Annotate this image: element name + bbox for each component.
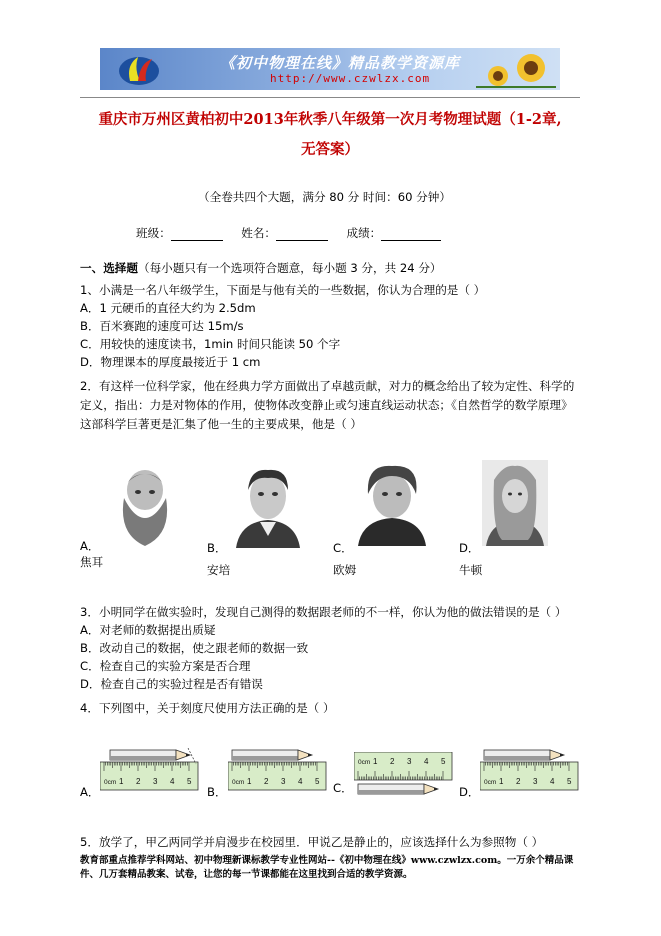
portrait-newton bbox=[482, 460, 548, 546]
ruler-label: 5 bbox=[187, 777, 192, 786]
portrait-ohm bbox=[354, 460, 430, 546]
q2-option-c-name: 欧姆 bbox=[333, 563, 357, 577]
ruler-label: 5 bbox=[441, 757, 446, 766]
ruler-figure-c bbox=[354, 752, 454, 798]
q3-option-d: D．检查自己的实验过程是否有错误 bbox=[80, 677, 263, 691]
class-label: 班级： bbox=[136, 226, 171, 240]
q1-option-c: C．用较快的速度读书，1min 时间只能读 50 个字 bbox=[80, 337, 341, 351]
site-logo-icon bbox=[116, 51, 162, 87]
ruler-label: 4 bbox=[170, 777, 175, 786]
q2-option-b-name: 安培 bbox=[207, 563, 231, 577]
banner-title: 《初中物理在线》精品教学资源库 bbox=[220, 54, 461, 72]
q3-option-a: A．对老师的数据提出质疑 bbox=[80, 623, 216, 637]
ruler-label: 4 bbox=[298, 777, 303, 786]
sight-line bbox=[188, 748, 196, 764]
page-title-line1: 重庆市万州区黄柏初中2013年秋季八年级第一次月考物理试题（1-2章, bbox=[98, 111, 562, 128]
q4-option-c: C． bbox=[333, 781, 353, 795]
ruler-label: 2 bbox=[136, 777, 141, 786]
ruler-figure-d bbox=[480, 748, 580, 794]
ruler-label: 4 bbox=[550, 777, 555, 786]
ruler-label: 0cm bbox=[232, 779, 245, 786]
sunflower-icon bbox=[476, 50, 556, 88]
ruler-label: 0cm bbox=[104, 779, 117, 786]
q2-line1: 2．有这样一位科学家，他在经典力学方面做出了卓越贡献，对力的概念给出了较为定性、科学的 bbox=[80, 379, 575, 393]
ruler-label: 2 bbox=[264, 777, 269, 786]
q1-stem: 1、小满是一名八年级学生，下面是与他有关的一些数据，你认为合理的是（ ） bbox=[80, 283, 486, 297]
q4-option-a: A． bbox=[80, 785, 100, 799]
ruler-label: 0cm bbox=[358, 759, 371, 766]
q4-option-d: D． bbox=[459, 785, 480, 799]
ruler-label: 1 bbox=[247, 777, 252, 786]
q2-option-a-name: 焦耳 bbox=[80, 555, 104, 569]
q1-option-a: A．1 元硬币的直径大约为 2.5dm bbox=[80, 301, 256, 315]
footer-line1: 教育部重点推荐学科网站、初中物理新课标教学专业性网站--《初中物理在线》www.czwlzx.com。一万余个精品课 bbox=[80, 855, 574, 866]
banner-url: http://www.czwlzx.com bbox=[270, 72, 431, 85]
class-blank[interactable] bbox=[171, 228, 223, 241]
pencil-icon bbox=[358, 784, 438, 794]
q4-option-b: B． bbox=[207, 785, 227, 799]
score-blank[interactable] bbox=[381, 228, 441, 241]
q3-option-b: B．改动自己的数据，使之跟老师的数据一致 bbox=[80, 641, 309, 655]
q2-option-d-letter: D． bbox=[459, 541, 480, 555]
q5-stem: 5．放学了，甲乙两同学并肩漫步在校园里．甲说乙是静止的，应该选择什么为参照物（ ） bbox=[80, 835, 544, 849]
ruler-body bbox=[354, 752, 452, 780]
footer-line2: 件、几万套精品教案、试卷，让您的每一节课都能在这里找到合适的教学资源。 bbox=[80, 869, 413, 880]
q3-option-c: C．检查自己的实验方案是否合理 bbox=[80, 659, 251, 673]
header-banner bbox=[100, 48, 560, 90]
ruler-label: 3 bbox=[153, 777, 158, 786]
ruler-label: 5 bbox=[315, 777, 320, 786]
ruler-figure-a bbox=[100, 748, 200, 794]
ruler-label: 2 bbox=[390, 757, 395, 766]
q2-line2: 定义，指出：力是对物体的作用，使物体改变静止或匀速直线运动状态；《自然哲学的数学原理》 bbox=[80, 398, 573, 412]
ruler-label: 5 bbox=[567, 777, 572, 786]
name-label: 姓名： bbox=[241, 226, 277, 240]
portrait-joule bbox=[104, 462, 186, 548]
score-label: 成绩： bbox=[346, 226, 382, 240]
ruler-label: 3 bbox=[281, 777, 286, 786]
ruler-label: 1 bbox=[373, 757, 378, 766]
q1-option-d: D．物理课本的厚度最接近于 1 cm bbox=[80, 355, 261, 369]
ruler-label: 3 bbox=[533, 777, 538, 786]
q1-option-b: B．百米赛跑的速度可达 15m/s bbox=[80, 319, 244, 333]
section1-note: （每小题只有一个选项符合题意，每小题 3 分，共 24 分） bbox=[137, 261, 442, 275]
portrait-ampere bbox=[230, 462, 306, 548]
ruler-label: 3 bbox=[407, 757, 412, 766]
exam-info: （全卷共四个大题，满分 80 分 时间：60 分钟） bbox=[198, 190, 451, 204]
q4-stem: 4．下列图中，关于刻度尺使用方法正确的是（ ） bbox=[80, 701, 335, 715]
page-footer bbox=[80, 854, 590, 882]
ruler-label: 4 bbox=[424, 757, 429, 766]
student-fields bbox=[136, 225, 441, 241]
q2-option-b-letter: B． bbox=[207, 541, 227, 555]
q2-option-c-letter: C． bbox=[333, 541, 353, 555]
q2-option-a-letter: A． bbox=[80, 539, 100, 553]
header-rule bbox=[80, 97, 580, 98]
ruler-label: 1 bbox=[499, 777, 504, 786]
section1-heading: 一、选择题 bbox=[80, 261, 138, 275]
q2-line3: 这部科学巨著更是汇集了他一生的主要成果，他是（ ） bbox=[80, 417, 362, 431]
page-title-line2: 无答案） bbox=[301, 141, 359, 158]
section1-header bbox=[80, 260, 442, 276]
ruler-label: 2 bbox=[516, 777, 521, 786]
q2-option-d-name: 牛顿 bbox=[459, 563, 483, 577]
pencil-icon bbox=[110, 750, 190, 760]
q3-stem: 3．小明同学在做实验时，发现自己测得的数据跟老师的不一样，你认为他的做法错误的是（ ） bbox=[80, 605, 567, 619]
ruler-figure-b bbox=[228, 748, 328, 794]
pencil-icon bbox=[232, 750, 312, 760]
ruler-label: 0cm bbox=[484, 779, 497, 786]
pencil-icon bbox=[484, 750, 564, 760]
ruler-label: 1 bbox=[119, 777, 124, 786]
name-blank[interactable] bbox=[276, 228, 328, 241]
